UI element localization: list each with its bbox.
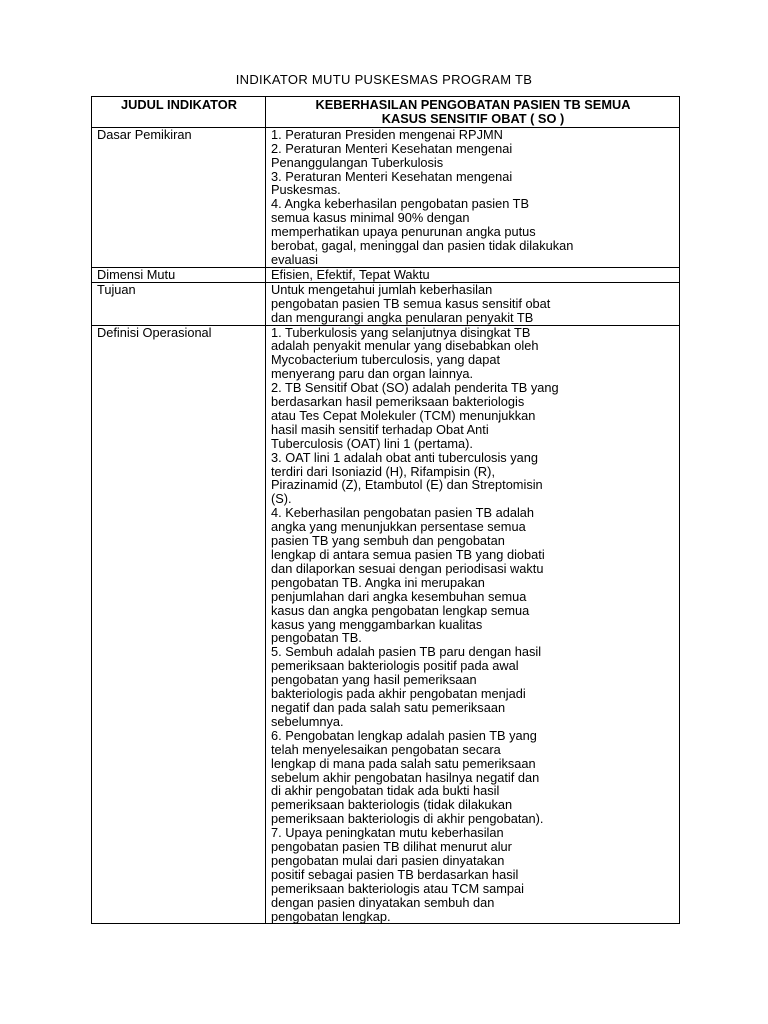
header-indicator-name bbox=[266, 97, 680, 128]
row-value-line: pengobatan yang hasil pemeriksaan bbox=[271, 672, 477, 688]
row-value bbox=[266, 127, 680, 267]
indicator-table bbox=[91, 96, 680, 924]
row-value-line: Tuberculosis (OAT) lini 1 (pertama). bbox=[271, 435, 473, 451]
row-value-line: sebelum akhir pengobatan hasilnya negatif dan bbox=[271, 769, 540, 785]
row-value-line: Pirazinamid (Z), Etambutol (E) dan Streptomisin bbox=[271, 477, 543, 493]
row-label: Dasar Pemikiran bbox=[92, 127, 266, 267]
row-value-line: angka yang menunjukkan persentase semua bbox=[271, 519, 526, 535]
row-value-line: Mycobacterium tuberculosis, yang dapat bbox=[271, 352, 501, 368]
row-value bbox=[266, 267, 680, 282]
row-value-line: 1. Peraturan Presiden mengenai RPJMN bbox=[271, 126, 503, 142]
row-value-line: 5. Sembuh adalah pasien TB paru dengan hasil bbox=[271, 644, 542, 660]
row-value-line: semua kasus minimal 90% dengan bbox=[271, 210, 470, 226]
row-value-line: dan dilaporkan sesuai dengan periodisasi waktu bbox=[271, 560, 544, 576]
row-label: Dimensi Mutu bbox=[92, 267, 266, 282]
row-value-line: pemeriksaan bakteriologis di akhir pengobatan). bbox=[271, 811, 544, 827]
table-row bbox=[92, 267, 680, 282]
row-value-line: evaluasi bbox=[271, 251, 318, 267]
row-value-line: pengobatan lengkap. bbox=[271, 908, 391, 924]
document-title: INDIKATOR MUTU PUSKESMAS PROGRAM TB bbox=[235, 72, 533, 87]
row-value-line: positif sebagai pasien TB berdasarkan hasil bbox=[271, 866, 519, 882]
row-value-line: pasien TB yang sembuh dan pengobatan bbox=[271, 533, 505, 549]
row-value-line: dengan pasien dinyatakan sembuh dan bbox=[271, 894, 495, 910]
table-header-row bbox=[92, 97, 680, 128]
row-value-line: pengobatan TB. bbox=[271, 630, 362, 646]
row-value-line: 3. Peraturan Menteri Kesehatan mengenai bbox=[271, 168, 513, 184]
row-value-line: 2. Peraturan Menteri Kesehatan mengenai bbox=[271, 140, 513, 156]
header-indicator-name-line: KASUS SENSITIF OBAT ( SO ) bbox=[381, 110, 565, 126]
row-value bbox=[266, 325, 680, 924]
row-value-line: 4. Keberhasilan pengobatan pasien TB adalah bbox=[271, 505, 535, 521]
table-body bbox=[92, 127, 680, 924]
row-value-line: negatif dan pada salah satu pemeriksaan bbox=[271, 699, 506, 715]
row-value-line: Untuk mengetahui jumlah keberhasilan bbox=[271, 281, 493, 297]
row-value bbox=[266, 282, 680, 325]
row-value-line: Puskesmas. bbox=[271, 182, 341, 198]
row-value-line: memperhatikan upaya penurunan angka putus bbox=[271, 224, 536, 240]
row-value-line: 1. Tuberkulosis yang selanjutnya disingkat TB bbox=[271, 324, 531, 340]
row-value-line: Penanggulangan Tuberkulosis bbox=[271, 154, 444, 170]
row-value-line: sebelumnya. bbox=[271, 713, 344, 729]
table-row bbox=[92, 127, 680, 267]
row-value-line: pemeriksaan bakteriologis atau TCM sampai bbox=[271, 880, 524, 896]
row-value-line: menyerang paru dan organ lainnya. bbox=[271, 366, 474, 382]
row-value-line: 4. Angka keberhasilan pengobatan pasien TB bbox=[271, 196, 530, 212]
row-value-line: 3. OAT lini 1 adalah obat anti tuberculosis yang bbox=[271, 449, 539, 465]
row-value-line: bakteriologis pada akhir pengobatan menjadi bbox=[271, 686, 526, 702]
row-label: Definisi Operasional bbox=[92, 325, 266, 924]
row-value-line: penjumlahan dari angka kesembuhan semua bbox=[271, 588, 527, 604]
table-row bbox=[92, 325, 680, 924]
row-value-line: 2. TB Sensitif Obat (SO) adalah penderita TB yang bbox=[271, 380, 559, 396]
row-value-line: kasus dan angka pengobatan lengkap semua bbox=[271, 602, 530, 618]
row-value-line: lengkap di antara semua pasien TB yang diobati bbox=[271, 547, 545, 562]
row-value-line: (S). bbox=[271, 491, 292, 507]
row-value-line: terdiri dari Isoniazid (H), Rifampisin (R), bbox=[271, 463, 495, 479]
row-value-line: berobat, gagal, meninggal dan pasien tidak dilakukan bbox=[271, 238, 574, 254]
row-value-line: pemeriksaan bakteriologis (tidak dilakukan bbox=[271, 797, 513, 813]
row-label: Tujuan bbox=[92, 282, 266, 325]
header-indicator-name-line: KEBERHASILAN PENGOBATAN PASIEN TB SEMUA bbox=[315, 97, 631, 112]
row-value-line: kasus yang menggambarkan kualitas bbox=[271, 616, 483, 632]
header-judul-indikator: JUDUL INDIKATOR bbox=[92, 97, 266, 128]
row-value-line: pengobatan mulai dari pasien dinyatakan bbox=[271, 852, 505, 868]
row-value-line: atau Tes Cepat Molekuler (TCM) menunjukkan bbox=[271, 407, 536, 423]
row-value-line: 6. Pengobatan lengkap adalah pasien TB yang bbox=[271, 727, 537, 743]
row-value-line: 7. Upaya peningkatan mutu keberhasilan bbox=[271, 825, 504, 841]
table-row bbox=[92, 282, 680, 325]
row-value-line: adalah penyakit menular yang disebabkan oleh bbox=[271, 338, 539, 354]
row-value-line: di akhir pengobatan tidak ada bukti hasil bbox=[271, 783, 500, 799]
row-value-line: pengobatan TB. Angka ini merupakan bbox=[271, 574, 485, 590]
row-value-line: pengobatan pasien TB dilihat menurut alur bbox=[271, 839, 512, 855]
row-value-line: pengobatan pasien TB semua kasus sensitif obat bbox=[271, 295, 551, 311]
row-value-line: lengkap di mana pada salah satu pemeriksaan bbox=[271, 755, 536, 771]
row-value-line: pemeriksaan bakteriologis positif pada awal bbox=[271, 658, 519, 674]
row-value-line: telah menyelesaikan pengobatan secara bbox=[271, 741, 501, 757]
row-value-line: hasil masih sensitif terhadap Obat Anti bbox=[271, 421, 489, 437]
row-value-line: dan mengurangi angka penularan penyakit TB bbox=[271, 309, 534, 325]
row-value-line: berdasarkan hasil pemeriksaan bakteriologis bbox=[271, 394, 525, 410]
row-value-line: Efisien, Efektif, Tepat Waktu bbox=[271, 266, 430, 282]
